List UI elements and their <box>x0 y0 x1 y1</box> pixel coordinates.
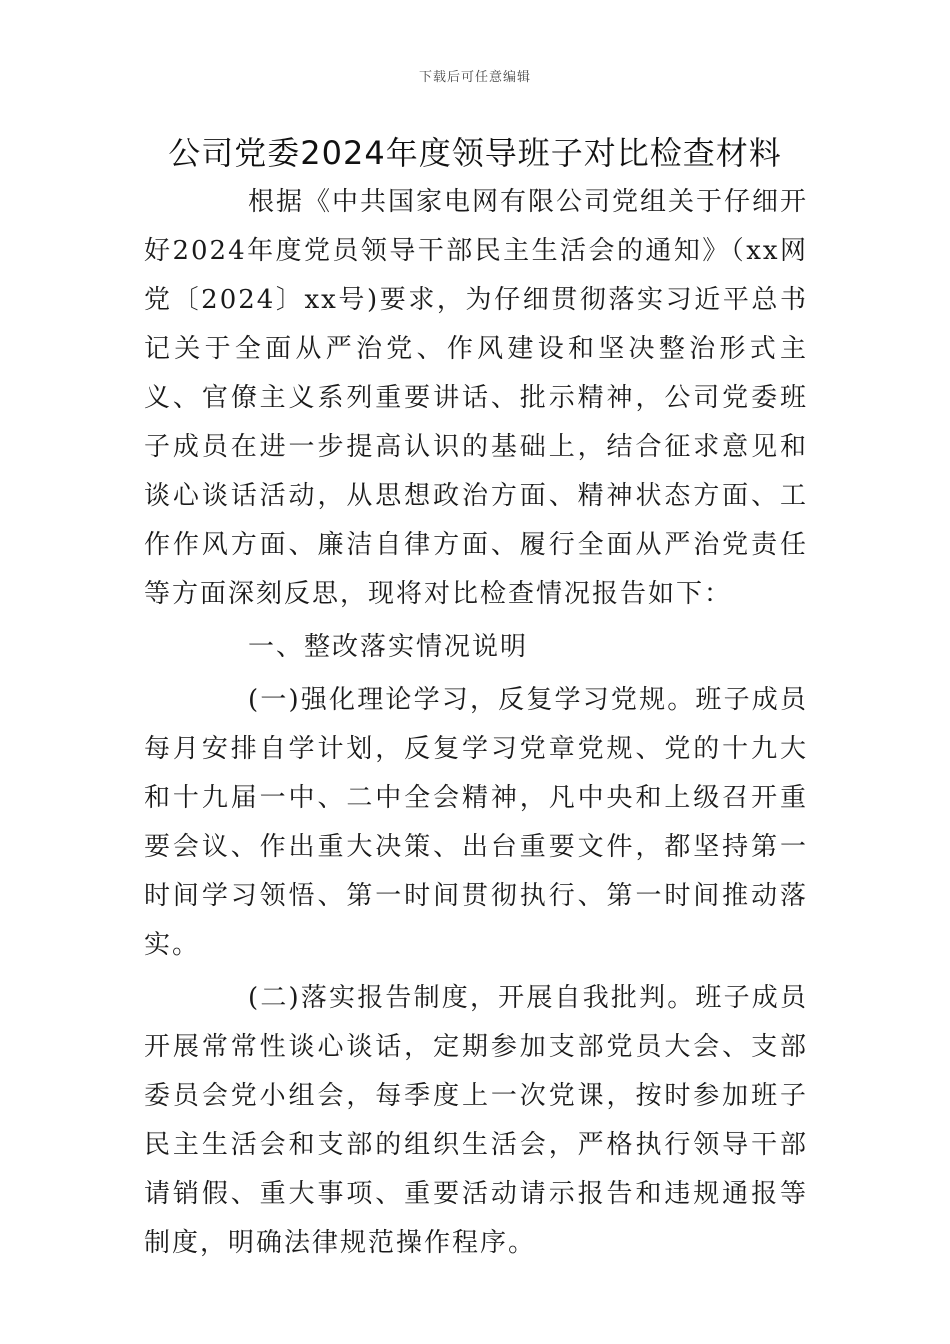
document-body <box>144 178 808 1268</box>
intro-paragraph: 根据《中共国家电网有限公司党组关于仔细开好2024年度党员领导干部民主生活会的通知》（xx网党〔2024〕xx号)要求，为仔细贯彻落实习近平总书记关于全面从严治党、作风建设和坚决整治形式主义、官僚主义系列重要讲话、批示精神，公司党委班子成员在进一步提高认识的基础上，结合征求意见和谈心谈话活动，从思想政治方面、精神状态方面、工作作风方面、廉洁自律方面、履行全面从严治党责任等方面深刻反思，现将对比检查情况报告如下： <box>144 187 809 609</box>
header-note: 下载后可任意编辑 <box>418 70 531 85</box>
document-title: 公司党委2024年度领导班子对比检查材料 <box>168 134 782 172</box>
item-paragraph-2: (二)落实报告制度，开展自我批判。班子成员开展常常性谈心谈话，定期参加支部党员大会、支部委员会党小组会，每季度上一次党课，按时参加班子民主生活会和支部的组织生活会，严格执行领导干部请销假、重大事项、重要活动请示报告和违规通报等制度，明确法律规范操作程序。 <box>144 983 808 1258</box>
item-paragraph-1: (一)强化理论学习，反复学习党规。班子成员每月安排自学计划，反复学习党章党规、党的十九大和十九届一中、二中全会精神，凡中央和上级召开重要会议、作出重大决策、出台重要文件，都坚持第一时间学习领悟、第一时间贯彻执行、第一时间推动落实。 <box>144 685 808 960</box>
section-heading: 一、整改落实情况说明 <box>248 632 529 662</box>
